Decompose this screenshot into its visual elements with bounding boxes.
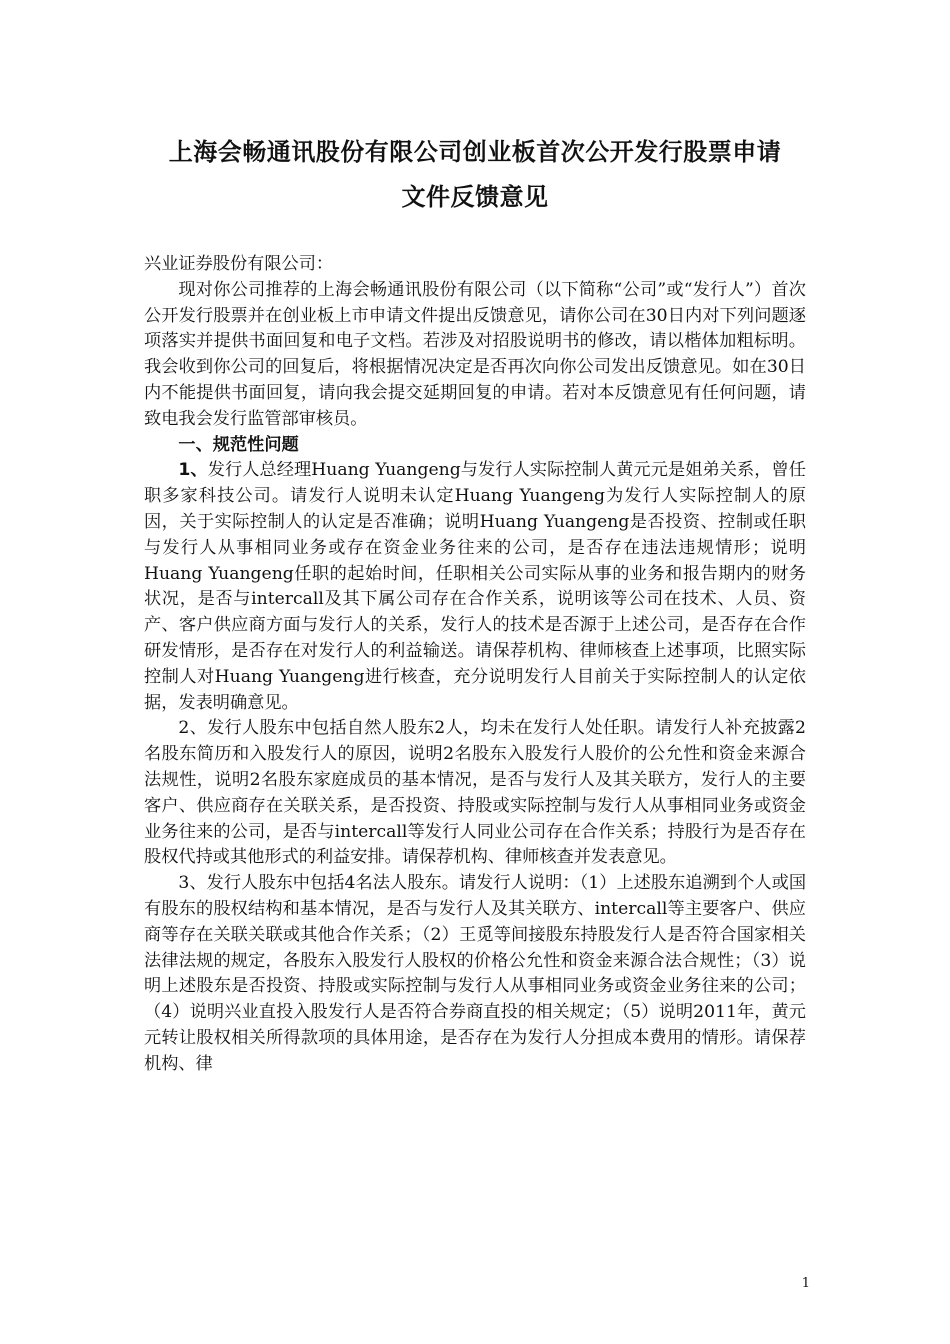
- question-text: 发行人股东中包括4名法人股东。请发行人说明：（1）上述股东追溯到个人或国有股东的股权结构和基本情况，是否与发行人及其关联方、intercall等主要客户、供应商等存在关联关联或其他合作关系；（2）王觅等间接股东持股发行人是否符合国家相关法律法规的规定，各股东入股发行人股权的价格公允性和资金来源合法合规性；（3）说明上述股东是否投资、持股或实际控制与发行人从事相同业务或资金业务往来的公司；（4）说明兴业直投入股发行人是否符合券商直投的相关规定；（5）说明2011年，黄元元转让股权相关所得款项的具体用途，是否存在为发行人分担成本费用的情形。请保荐机构、律: [144, 873, 807, 1074]
- intro-paragraph: 现对你公司推荐的上海会畅通讯股份有限公司（以下简称“公司”或“发行人”）首次公开发行股票并在创业板上市申请文件提出反馈意见，请你公司在30日内对下列问题逐项落实并提供书面回复和电子文档。若涉及对招股说明书的修改，请以楷体加粗标明。我会收到你公司的回复后，将根据情况决定是否再次向你公司发出反馈意见。如在30日内不能提供书面回复，请向我会提交延期回复的申请。若对本反馈意见有任何问题，请致电我会发行监管部审核员。: [144, 279, 806, 429]
- question-number: 1、: [178, 460, 208, 481]
- question-number: 2、: [178, 718, 208, 739]
- document-title-line-1: 上海会畅通讯股份有限公司创业板首次公开发行股票申请: [168, 138, 782, 166]
- question-item-3: [144, 871, 806, 1077]
- question-item-1: [144, 458, 806, 716]
- page-number: 1: [801, 1276, 810, 1291]
- addressee: 兴业证券股份有限公司：: [144, 254, 334, 274]
- question-number: 3、: [178, 873, 207, 894]
- question-text: 发行人总经理Huang Yuangeng与发行人实际控制人黄元元是姐弟关系，曾任职多家科技公司。请发行人说明未认定Huang Yuangeng为发行人实际控制人的原因，关于实际控制人的认定是否准确；说明Huang Yuangeng是否投资、控制或任职与发行人从事相同业务或存在资金业务往来的公司，是否存在违法违规情形；说明Huang Yuangeng任职的起始时间，任职相关公司实际从事的业务和报告期内的财务状况，是否与intercall及其下属公司存在合作关系，说明该等公司在技术、人员、资产、客户供应商方面与发行人的关系，发行人的技术是否源于上述公司，是否存在合作研发情形，是否存在对发行人的利益输送。请保荐机构、律师核查上述事项，比照实际控制人对Huang Yuangeng进行核查，充分说明发行人目前关于实际控制人的认定依据，发表明确意见。: [144, 460, 806, 713]
- document-title-line-2: 文件反馈意见: [401, 183, 549, 211]
- document-body: [144, 252, 806, 1078]
- section-heading: 一、规范性问题: [178, 434, 299, 455]
- question-item-2: [144, 716, 806, 871]
- question-text: 发行人股东中包括自然人股东2人，均未在发行人处任职。请发行人补充披露2名股东简历和入股发行人的原因，说明2名股东入股发行人股价的公允性和资金来源合法规性，说明2名股东家庭成员的基本情况，是否与发行人及其关联方，发行人的主要客户、供应商存在关联关系，是否投资、持股或实际控制与发行人从事相同业务或资金业务往来的公司，是否与intercall等发行人同业公司存在合作关系；持股行为是否存在股权代持或其他形式的利益安排。请保荐机构、律师核查并发表意见。: [144, 718, 806, 868]
